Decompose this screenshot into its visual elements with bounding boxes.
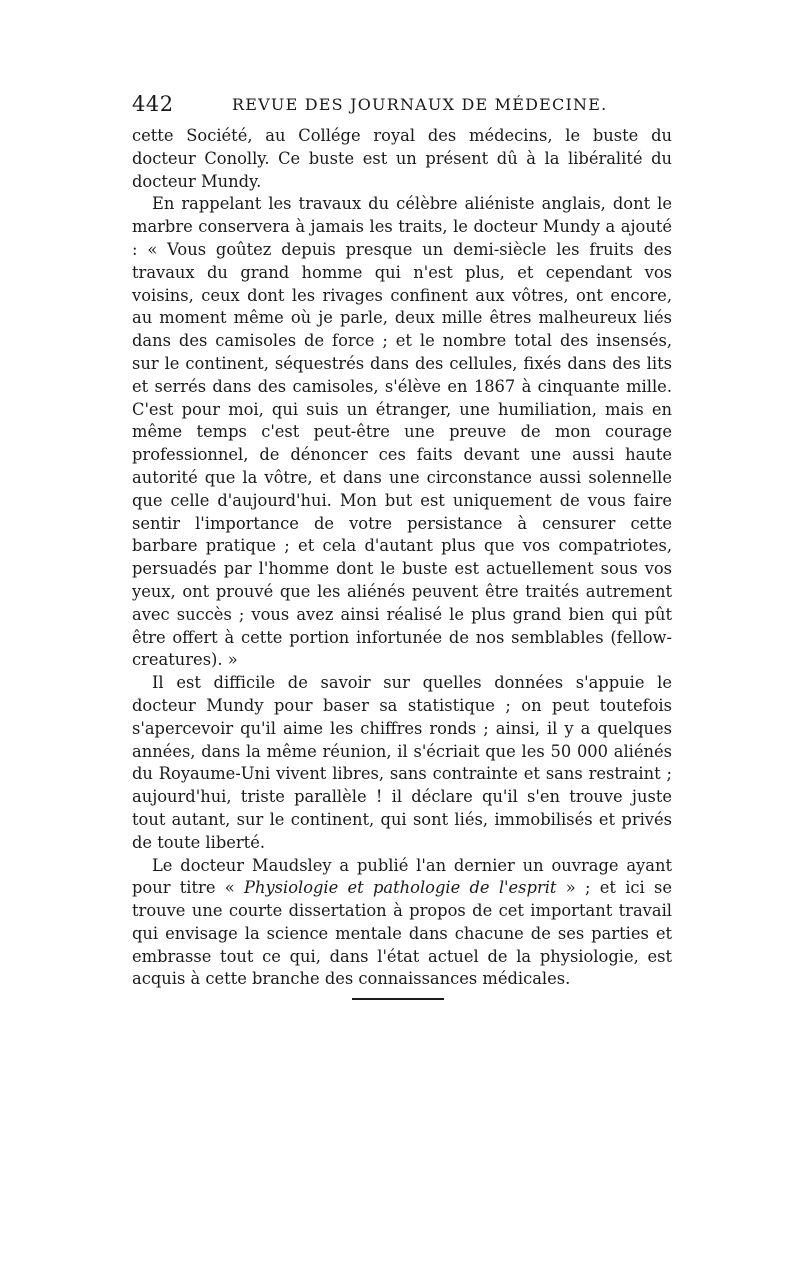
- paragraph-maudsley: [132, 855, 672, 992]
- body-text: [132, 125, 672, 991]
- paragraph-continuation: cette Société, au Collége royal des médecins, le buste du docteur Conolly. Ce buste est un présent dû à la libéralité du docteur Mundy.: [132, 126, 672, 191]
- page-number: 442: [132, 92, 174, 116]
- section-end-rule: [352, 998, 444, 1000]
- page-header: [132, 92, 672, 122]
- paragraph-maudsley-before: Le docteur Maudsley a publié l'an dernier un ouvrage ayant pour titre «: [132, 855, 672, 898]
- book-title: Physiologie et pathologie de l'esprit: [244, 878, 557, 898]
- running-head: REVUE DES JOURNAUX DE MÉDECINE.: [232, 95, 608, 114]
- paragraph-mundy-quote: En rappelant les travaux du célèbre aliéniste anglais, dont le marbre conservera à jamais les traits, le docteur Mundy a ajouté : « Vous goûtez depuis presque un demi-siècle les fruits des travaux du grand homme qui n'est plus, et cependant vos voisins, ceux dont les rivages confinent aux vôtres, ont encore, au moment même où je parle, deux mille êtres malheureux liés dans des camisoles de force ; et le nombre total des insensés, sur le continent, séquestrés dans des cellules, fixés dans des lits et serrés dans des camisoles, s'élève en 1867 à cinquante mille. C'est pour moi, qui suis un étranger, une humiliation, mais en même temps c'est peut-être une preuve de mon courage professionnel, de dénoncer ces faits devant une aussi haute autorité que la vôtre, et dans une circonstance aussi solennelle que celle d'aujourd'hui. Mon but est uniquement de vous faire sentir l'importance de votre persistance à censurer cette barbare pratique ; et cela d'autant plus que vos compatriotes, persuadés par l'homme dont le buste est actuellement sous vos yeux, ont prouvé que les aliénés peuvent être traités autrement avec succès ; vous avez ainsi réalisé le plus grand bien qui pût être offert à cette portion infortunée de nos semblables (fellow-creatures). »: [132, 194, 672, 670]
- paragraph-maudsley-after: » ; et ici se trouve une courte dissertation à propos de cet important travail qui envisage la science mentale dans chacune de ses parties et embrasse tout ce qui, dans l'état actuel de la physiologie, est acquis à cette branche des connaissances médicales.: [132, 878, 673, 989]
- paragraph-statistics: Il est difficile de savoir sur quelles données s'appuie le docteur Mundy pour baser sa statistique ; on peut toutefois s'apercevoir qu'il aime les chiffres ronds ; ainsi, il y a quelques années, dans la même réunion, il s'écriait que les 50 000 aliénés du Royaume-Uni vivent libres, sans contrainte et sans restraint ; aujourd'hui, triste parallèle ! il déclare qu'il s'en trouve juste tout autant, sur le continent, qui sont liés, immobilisés et privés de toute liberté.: [132, 673, 672, 852]
